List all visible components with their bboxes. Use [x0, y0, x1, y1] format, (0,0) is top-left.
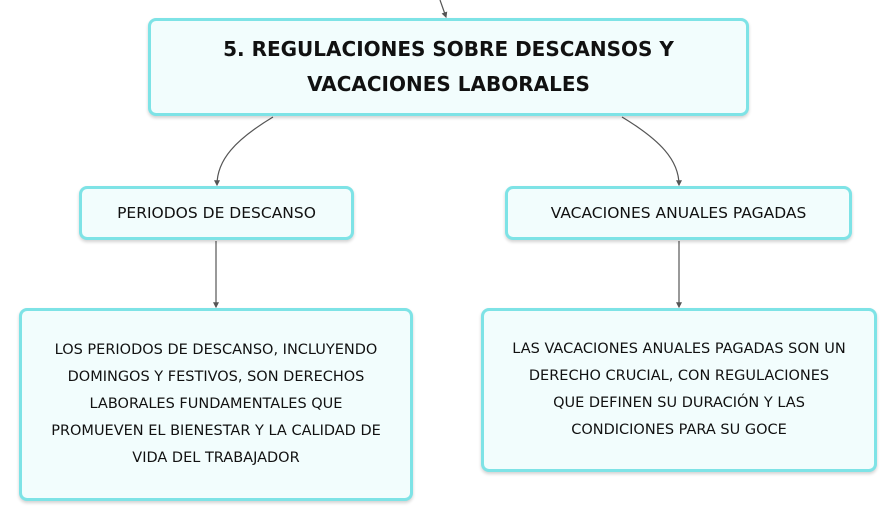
detail-text — [512, 336, 845, 444]
detail-line: QUE DEFINEN SU DURACIÓN Y LAS — [553, 395, 805, 411]
connector-root-to-left — [217, 117, 273, 185]
detail-node-periodos-descanso[interactable] — [19, 308, 413, 501]
topic-node-periodos-descanso[interactable] — [79, 186, 354, 240]
detail-line: CONDICIONES PARA SU GOCE — [571, 422, 787, 438]
detail-line: LOS PERIODOS DE DESCANSO, INCLUYENDO — [54, 342, 378, 358]
detail-line: LAS VACACIONES ANUALES PAGADAS SON UN — [512, 341, 846, 357]
detail-line: VIDA DEL TRABAJADOR — [132, 450, 300, 466]
detail-line: DERECHO CRUCIAL, CON REGULACIONES — [528, 368, 830, 384]
detail-line: PROMUEVEN EL BIENESTAR Y LA CALIDAD DE — [51, 423, 381, 439]
root-topic-node[interactable] — [148, 18, 749, 116]
root-title-line: 5. REGULACIONES SOBRE DESCANSOS Y — [223, 37, 674, 61]
connector-root-to-right — [622, 117, 679, 185]
detail-text — [51, 337, 381, 472]
topic-label: PERIODOS DE DESCANSO — [117, 204, 316, 222]
root-topic-title — [223, 32, 674, 102]
detail-line: LABORALES FUNDAMENTALES QUE — [89, 396, 343, 412]
incoming-connector — [440, 0, 446, 17]
detail-node-vacaciones-anuales[interactable] — [481, 308, 877, 472]
topic-label: VACACIONES ANUALES PAGADAS — [550, 204, 807, 222]
root-title-line: VACACIONES LABORALES — [307, 72, 590, 96]
topic-node-vacaciones-anuales[interactable] — [505, 186, 852, 240]
detail-line: DOMINGOS Y FESTIVOS, SON DERECHOS — [67, 369, 365, 385]
